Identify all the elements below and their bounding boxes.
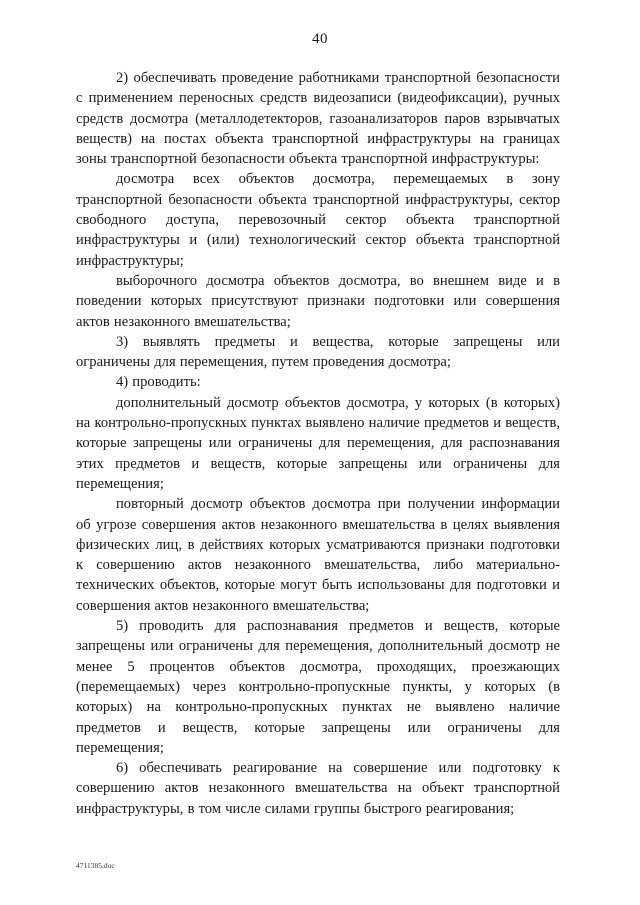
footer-document-code: 4711385.doc [76,861,115,870]
paragraph-item-2: 2) обеспечивать проведение работниками транспортной безопасности с применением переносных средств видеозаписи (видеофиксации), ручных средств досмотра (металлодетекторов, газоанализаторов паров взрывчатых веществ) на постах объекта транспортной инфраструктуры на границах зоны транспортной безопасности объекта транспортной инфраструктуры: [76,70,560,168]
paragraph-repeated-inspection: повторный досмотр объектов досмотра при получении информации об угрозе совершения актов незаконного вмешательства в целях выявления физических лиц, в действиях которых усматриваются признаки подготовки к совершению актов незаконного вмешательства, либо материально-технических объектов, которые могут быть использованы для подготовки и совершения актов незаконного вмешательства; [76,496,560,614]
paragraph-item-3: 3) выявлять предметы и вещества, которые запрещены или ограничены для перемещения, путем проведения досмотра; [76,333,560,371]
paragraph-selective-inspection: выборочного досмотра объектов досмотра, во внешнем виде и в поведении которых присутствуют признаки подготовки или совершения актов незаконного вмешательства; [76,272,560,330]
document-body [76,68,560,819]
paragraph-inspection-all: досмотра всех объектов досмотра, перемещаемых в зону транспортной безопасности объекта транспортной инфраструктуры, сектор свободного доступа, перевозочный сектор объекта транспортной инфраструктуры и (или) технологический сектор объекта транспортной инфраструктуры; [76,171,560,269]
paragraph-item-4: 4) проводить: [116,374,201,391]
paragraph-item-5: 5) проводить для распознавания предметов и веществ, которые запрещены или ограничены для перемещения, дополнительный досмотр не менее 5 процентов объектов досмотра, проходящих, проезжающих (перемещаемых) через контрольно-пропускные пункты, у которых (в которых) на контрольно-пропускных пунктах не выявлено наличие предметов и веществ, которые запрещены или ограничены для перемещения; [76,618,560,756]
paragraph-additional-inspection: дополнительный досмотр объектов досмотра, у которых (в которых) на контрольно-пропускных пунктах выявлено наличие предметов и веществ, которые запрещены или ограничены для перемещения, для распознавания этих предметов и веществ, которые запрещены или ограничены для перемещения; [76,394,560,492]
paragraph-item-6: 6) обеспечивать реагирование на совершение или подготовку к совершению актов незаконного вмешательства на объект транспортной инфраструктуры, в том числе силами группы быстрого реагирования; [76,760,560,817]
page-number: 40 [312,31,328,47]
